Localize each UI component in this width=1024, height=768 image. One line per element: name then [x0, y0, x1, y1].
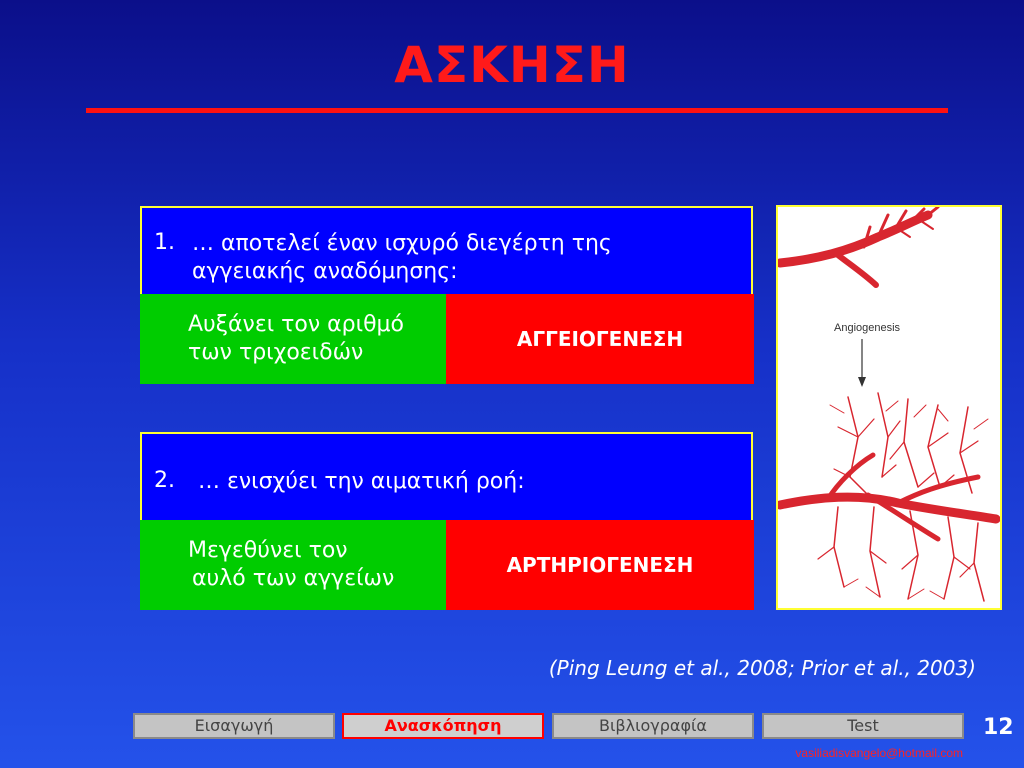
- item-number-1: 1.: [154, 230, 175, 255]
- nav-button-bibliography[interactable]: Βιβλιογραφία: [552, 713, 754, 739]
- effect-box-1: [140, 294, 446, 384]
- nav-button-introduction[interactable]: Εισαγωγή: [133, 713, 335, 739]
- citation: (Ping Leung et al., 2008; Prior et al., 2003): [548, 656, 976, 680]
- question-text-2: … ενισχύει την αιματική ροή:: [198, 469, 525, 494]
- blood-vessels-illustration: [778, 207, 1000, 608]
- process-box-1: ΑΓΓΕΙΟΓΕΝΕΣΗ: [446, 294, 754, 384]
- item-number-2: 2.: [154, 468, 175, 493]
- effect-text-1-line1: Αυξάνει τον αριθμό: [188, 312, 404, 337]
- effect-text-1-line2: των τριχοειδών: [188, 340, 364, 365]
- slide-title: ΑΣΚΗΣΗ: [394, 36, 630, 94]
- page-number: 12: [983, 715, 1014, 740]
- arrow-down-icon: [858, 377, 866, 387]
- figure-label: Angiogenesis: [834, 322, 901, 334]
- effect-text-2-line1: Μεγεθύνει τον: [188, 538, 348, 563]
- process-box-2: ΑΡΤΗΡΙΟΓΕΝΕΣΗ: [446, 520, 754, 610]
- question-box-2: [140, 432, 753, 520]
- nav-button-review[interactable]: Ανασκόπηση: [342, 713, 544, 739]
- angiogenesis-figure: [776, 205, 1002, 610]
- effect-text-2-line2: αυλό των αγγείων: [192, 566, 395, 591]
- question-text-1-line2: αγγειακής αναδόμησης:: [192, 259, 458, 284]
- effect-box-2: [140, 520, 446, 610]
- question-box-1: [140, 206, 753, 294]
- title-underline: [86, 108, 948, 113]
- question-text-1-line1: … αποτελεί έναν ισχυρό διεγέρτη της: [192, 231, 612, 256]
- author-email[interactable]: vasiliadisvangelo@hotmail.com: [795, 746, 963, 760]
- nav-button-test[interactable]: Test: [762, 713, 964, 739]
